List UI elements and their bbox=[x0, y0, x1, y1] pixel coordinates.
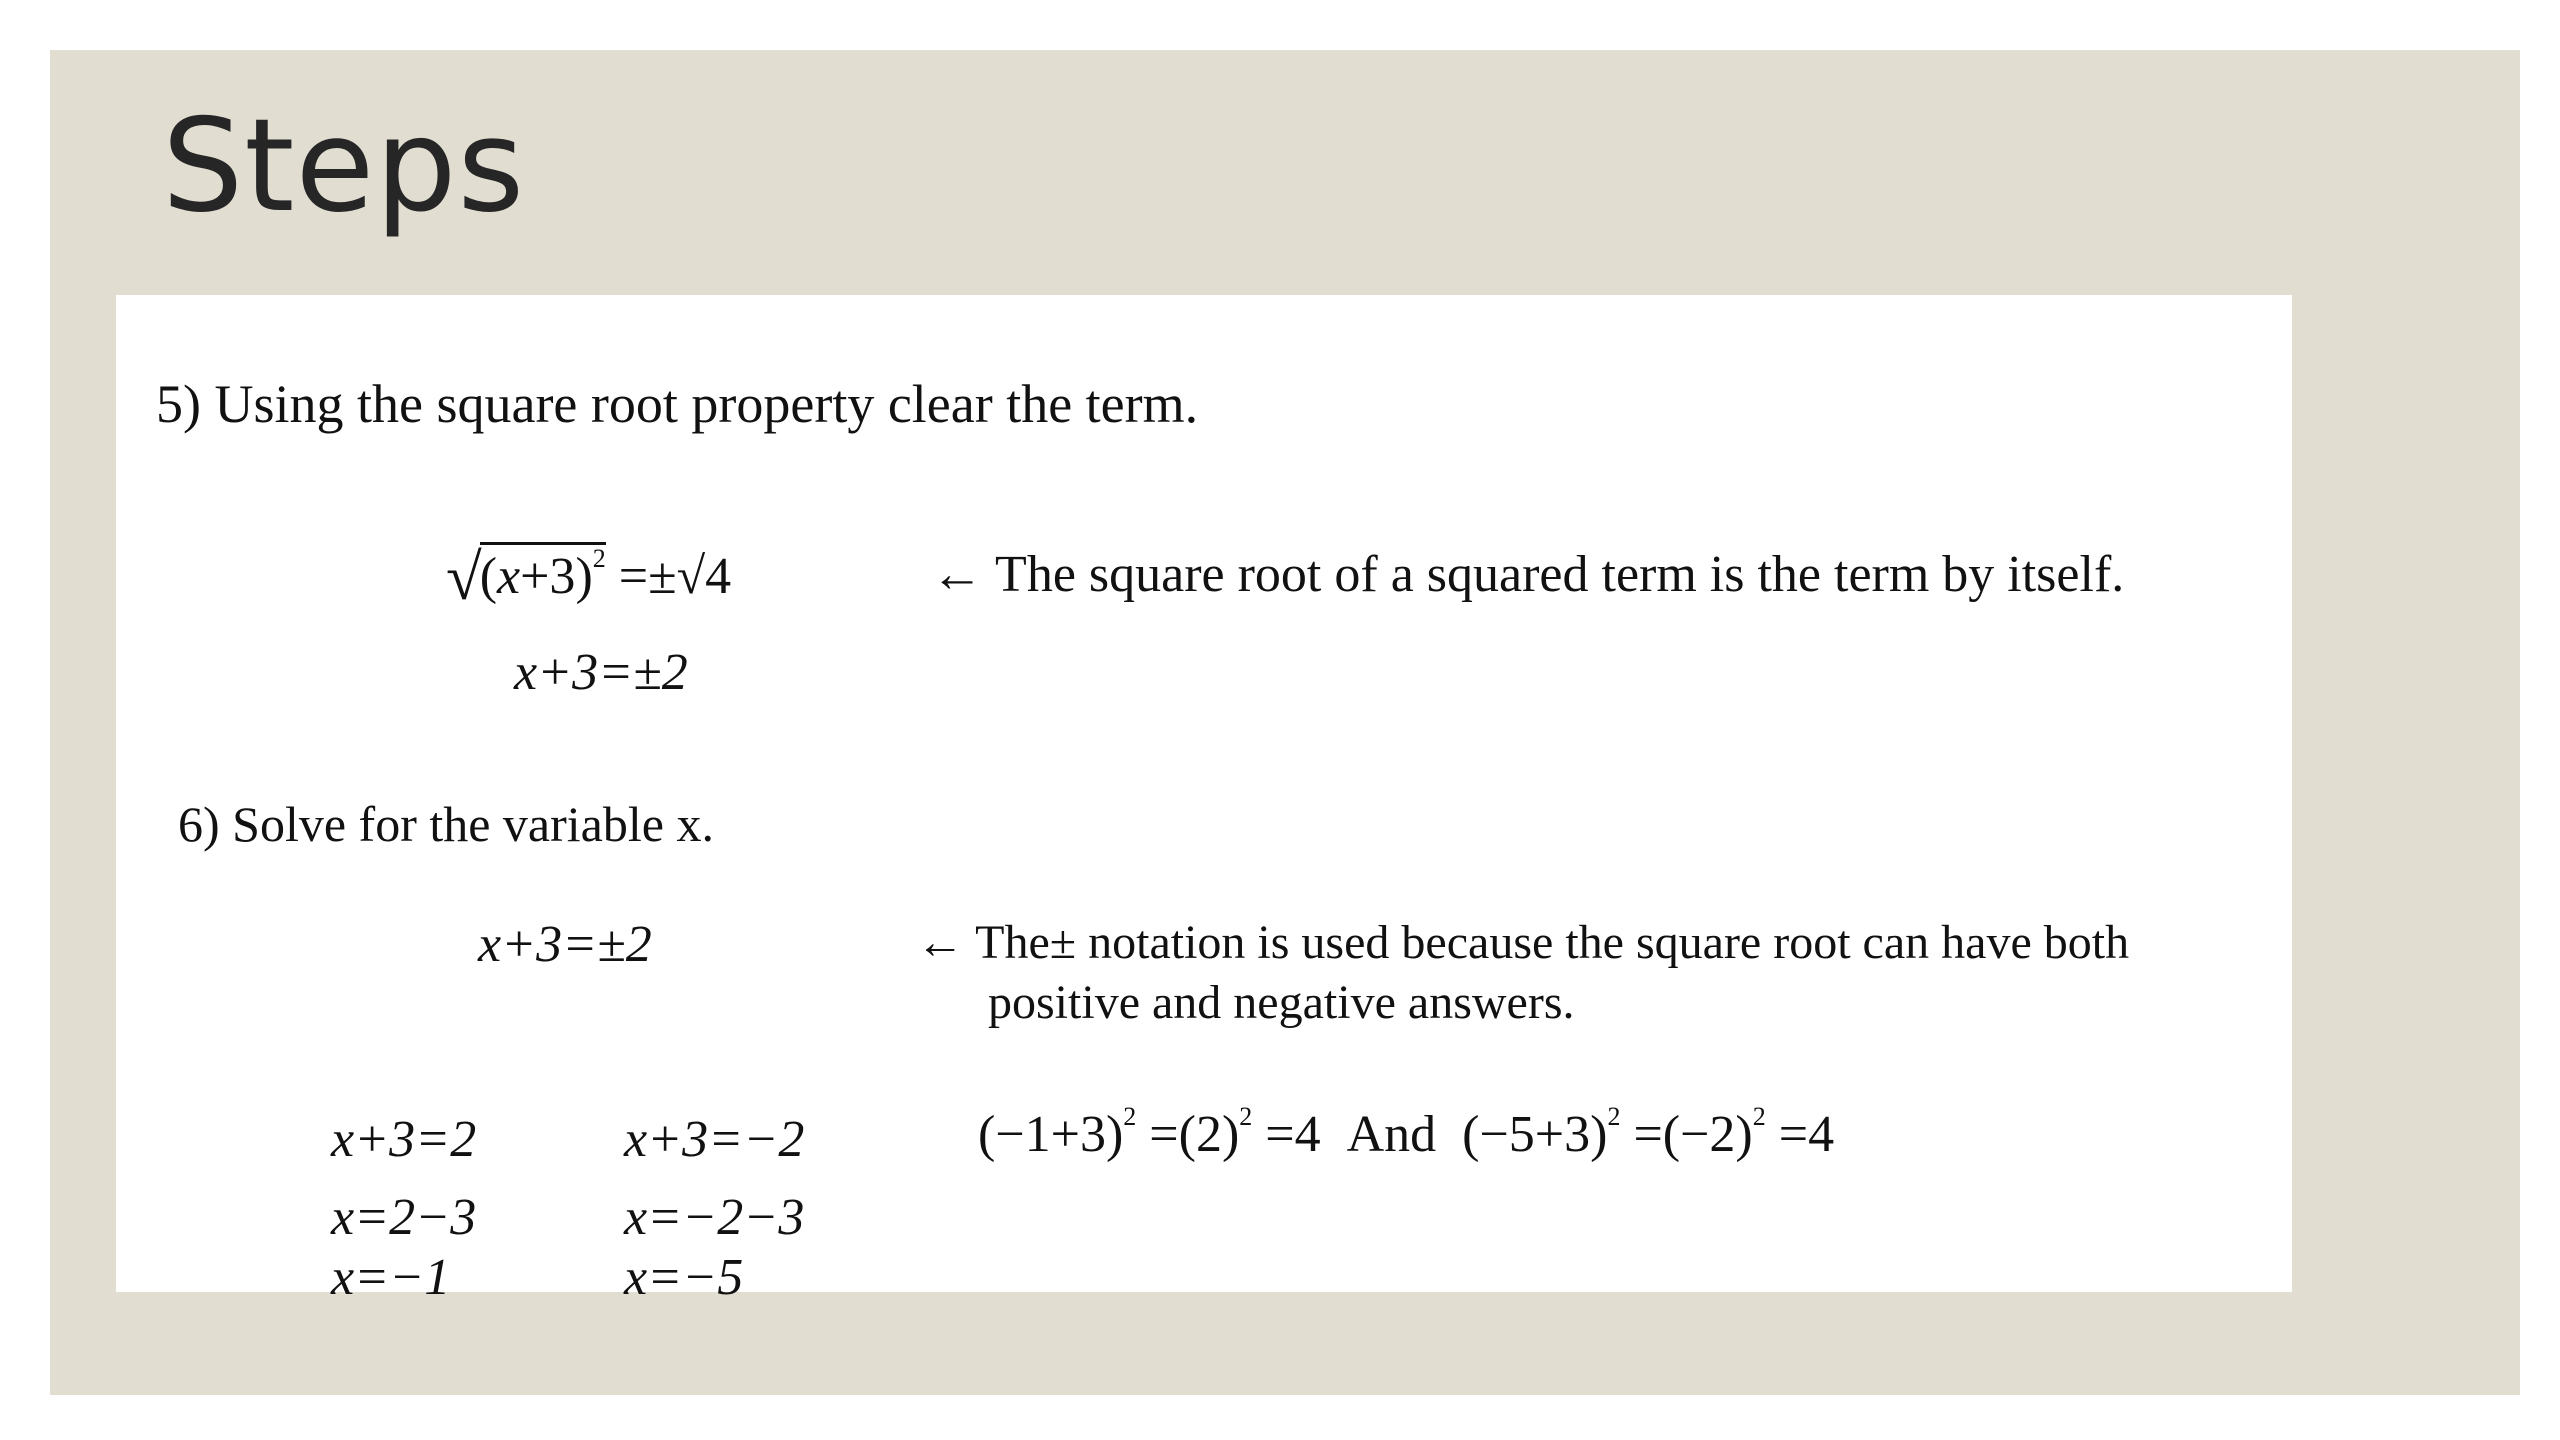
right-col-line-2: x=−2−3 bbox=[624, 1189, 805, 1246]
check-equation: $(-1+3)^2 =(2)^2 =4$ And $(-5+3)^2 =(-2)^2 =4$ bbox=[978, 1101, 1835, 1163]
step6-note-line-1: ← The± notation is used because the square root can have both bbox=[916, 916, 2130, 969]
left-col-line-3: x=−1 bbox=[331, 1249, 451, 1306]
step6-heading: 6) Solve for the variable x. bbox=[178, 796, 714, 852]
content-panel bbox=[116, 295, 2292, 1306]
right-col-line-3: x=−5 bbox=[624, 1249, 744, 1306]
step5-note: ← The square root of a squared term is the term by itself. bbox=[931, 546, 2125, 603]
slide bbox=[50, 50, 2520, 1395]
right-col-line-1: x+3=−2 bbox=[624, 1111, 805, 1168]
left-col-line-2: x=2−3 bbox=[331, 1189, 477, 1246]
step5-equation-2: x+3=±2 bbox=[514, 644, 688, 701]
left-col-line-1: x+3=2 bbox=[331, 1111, 477, 1168]
slide-title: Steps bbox=[162, 92, 526, 241]
step6-note-line-2: positive and negative answers. bbox=[988, 976, 1575, 1029]
step5-equation-1: $√(x+3)^2 =\pm√4$ bbox=[446, 542, 732, 614]
radical-icon: √ bbox=[446, 542, 482, 614]
step5-eq1-rhs: =±√4 bbox=[618, 548, 732, 605]
step5-heading: 5) Using the square root property clear the term. bbox=[156, 374, 1199, 434]
step6-equation-main: x+3=±2 bbox=[478, 916, 652, 973]
